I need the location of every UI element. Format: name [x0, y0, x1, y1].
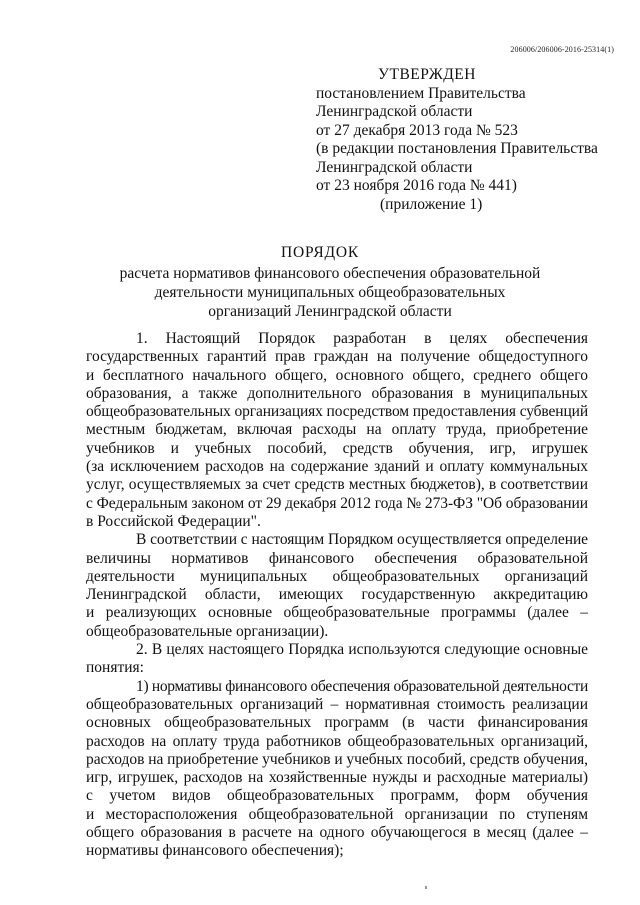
order-subtitle-line: расчета нормативов финансового обеспечения образовательной — [119, 265, 541, 282]
paragraph-1 — [86, 330, 588, 531]
text-line: общеобразовательных организаций – нормативная стоимость реализации — [86, 695, 588, 713]
text-line: и реализующих основные общеобразовательные программы (далее – — [86, 604, 588, 622]
text-line: и месторасположения общеобразовательной организации по ступеням — [86, 805, 588, 823]
approval-line: от 23 ноября 2016 года № 441) — [316, 177, 517, 194]
text-line: учебников и учебных пособий, средств обучения, игр, игрушек — [86, 439, 588, 457]
approval-line: постановлением Правительства — [316, 84, 526, 102]
text-line: местным бюджетам, включая расходы на оплату труда, приобретение — [86, 421, 588, 439]
text-line: деятельности муниципальных общеобразовательных организаций — [86, 567, 588, 585]
text-line: Ленинградской области, имеющих государственную аккредитацию — [86, 586, 588, 604]
approval-line: Ленинградской области — [316, 158, 473, 176]
paragraph-4 — [86, 678, 588, 861]
text-line: расходов на приобретение учебников и учебных пособий, средств обучения, — [86, 750, 588, 768]
approval-block — [316, 66, 616, 214]
text-line: величины нормативов финансового обеспечения образовательной — [86, 549, 588, 567]
scan-speck — [425, 886, 427, 889]
text-line: 1) нормативы финансового обеспечения образовательной деятельности — [136, 677, 588, 695]
text-line: нормативы финансового обеспечения); — [86, 842, 344, 860]
text-line: с учетом видов общеобразовательных программ, форм обучения — [86, 787, 588, 805]
approval-title: УТВЕРЖДЕН — [378, 66, 476, 83]
text-line: услуг, осуществляемых за счет средств местных бюджетов), в соответствии — [86, 476, 588, 494]
text-line: расходов на оплату труда работников общеобразовательных организаций, — [86, 732, 588, 750]
approval-line: (в редакции постановления Правительства — [316, 140, 598, 157]
text-line: общеобразовательных организациях посредством предоставления субвенций — [86, 403, 588, 421]
order-subtitle-line: деятельности муниципальных общеобразовательных — [154, 284, 506, 301]
text-line: понятия: — [86, 659, 144, 677]
text-line: с Федеральным законом от 29 декабря 2012 года № 273-ФЗ "Об образовании — [86, 494, 588, 512]
text-line: основных общеобразовательных программ (в части финансирования — [86, 714, 588, 732]
text-line: и бесплатного начального общего, основного общего, среднего общего — [86, 366, 588, 384]
text-line: (за исключением расходов на содержание зданий и оплату коммунальных — [86, 458, 588, 476]
document-id: 206006/206006-2016-25314(1) — [510, 45, 614, 54]
text-line: общего образования в расчете на одного обучающегося в месяц (далее – — [86, 824, 588, 842]
approval-line: Ленинградской области — [316, 103, 473, 120]
text-line: государственных гарантий прав граждан на получение общедоступного — [86, 348, 588, 366]
text-line: 1. Настоящий Порядок разработан в целях обеспечения — [136, 330, 588, 347]
text-line: в Российской Федерации". — [86, 512, 261, 530]
text-line: 2. В целях настоящего Порядка используются следующие основные — [136, 641, 588, 659]
paragraph-2 — [86, 531, 588, 641]
text-line: общеобразовательные организации). — [86, 622, 329, 640]
order-title: ПОРЯДОК — [280, 244, 360, 261]
paragraph-3 — [86, 641, 588, 678]
text-line: образования, а также дополнительного образования в муниципальных — [86, 384, 588, 402]
order-subtitle-line: организаций Ленинградской области — [208, 303, 452, 320]
order-subtitle — [110, 264, 550, 321]
approval-appendix: (приложение 1) — [380, 195, 483, 213]
body-text — [86, 330, 588, 861]
approval-line: от 27 декабря 2013 года № 523 — [316, 121, 518, 139]
text-line: В соответствии с настоящим Порядком осуществляется определение — [136, 531, 588, 549]
text-line: игр, игрушек, расходов на хозяйственные нужды и расходные материалы) — [86, 769, 588, 787]
